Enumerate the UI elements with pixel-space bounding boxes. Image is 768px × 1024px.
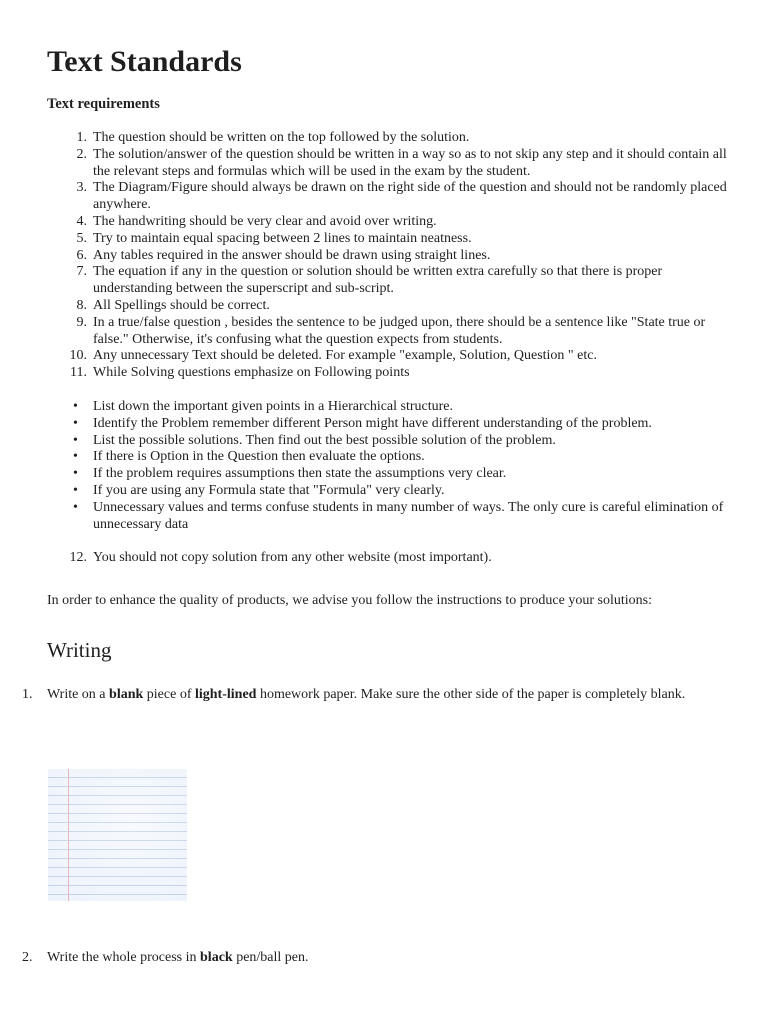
bullet-item	[47, 433, 727, 450]
page-title: Text Standards	[47, 45, 242, 78]
item-text: The equation if any in the question or solution should be written extra carefully so that there is proper understanding between the superscript and sub-script.	[93, 264, 663, 297]
list-item	[47, 214, 727, 231]
item-number: 12.	[69, 550, 87, 565]
list-item	[47, 180, 727, 214]
requirements-list-continued	[47, 550, 727, 567]
list-item	[47, 231, 727, 248]
item-text: Write on a blank piece of light-lined homework paper. Make sure the other side of the paper is completely blank.	[47, 687, 686, 702]
writing-item-2	[22, 946, 722, 970]
lined-paper-image	[48, 769, 187, 901]
bullet-item	[47, 500, 727, 534]
item-number: 4.	[76, 213, 87, 229]
list-item	[47, 264, 727, 298]
bullet-text: List down the important given points in a Hierarchical structure.	[93, 399, 454, 414]
item-number: 8.	[76, 297, 87, 313]
emphasis-bullet-list	[47, 399, 727, 533]
bullet-text: If there is Option in the Question then evaluate the options.	[93, 449, 425, 465]
item-text: Any tables required in the answer should be drawn using straight lines.	[93, 247, 491, 263]
item-text: The solution/answer of the question should be written in a way so as to not skip any step and it should contain all the relevant steps and formulas which will be used in the exam by the student.	[93, 146, 727, 179]
item-text: Any unnecessary Text should be deleted. For example "example, Solution, Question " etc.	[93, 348, 597, 364]
list-item	[47, 315, 727, 349]
item-number: 10.	[69, 348, 87, 364]
bullet-icon: •	[73, 466, 78, 482]
bullet-text: If you are using any Formula state that "Formula" very clearly.	[93, 482, 445, 498]
list-item	[47, 130, 727, 147]
bullet-text: If the problem requires assumptions then state the assumptions very clear.	[93, 466, 507, 482]
bullet-icon: •	[73, 415, 78, 431]
item-text: The Diagram/Figure should always be drawn on the right side of the question and should not be randomly placed anywhere.	[93, 180, 727, 213]
bullet-item	[47, 449, 727, 466]
item-text: Try to maintain equal spacing between 2 lines to maintain neatness.	[93, 230, 472, 246]
item-text: Write the whole process in black pen/ball pen.	[47, 950, 309, 965]
list-item	[47, 298, 727, 315]
bullet-icon: •	[73, 399, 78, 414]
list-item	[47, 348, 727, 365]
bullet-icon: •	[73, 449, 78, 465]
list-item	[47, 550, 727, 567]
item-number: 3.	[76, 180, 87, 196]
bullet-text: Unnecessary values and terms confuse students in many number of ways. The only cure is careful elimination of unnecessary data	[93, 499, 724, 532]
bullet-item	[47, 399, 727, 416]
item-number: 5.	[76, 230, 87, 246]
item-number: 2.	[22, 950, 33, 965]
item-text: You should not copy solution from any other website (most important).	[93, 550, 492, 565]
item-number: 2.	[76, 146, 87, 162]
item-number: 9.	[76, 314, 87, 330]
item-number: 1.	[76, 130, 87, 145]
item-text: In a true/false question , besides the sentence to be judged upon, there should be a sentence like "State true or false." Otherwise, it's confusing what the question expects from students.	[93, 314, 706, 347]
list-item	[47, 147, 727, 181]
item-number: 6.	[76, 247, 87, 263]
requirements-list	[47, 130, 727, 382]
section-subheading: Text requirements	[47, 96, 160, 112]
item-text: While Solving questions emphasize on Following points	[93, 365, 410, 381]
bullet-item	[47, 466, 727, 483]
bullet-text: List the possible solutions. Then find out the best possible solution of the problem.	[93, 432, 556, 448]
item-text: All Spellings should be correct.	[93, 297, 270, 313]
list-item	[47, 365, 727, 382]
item-number: 1.	[22, 687, 33, 702]
bullet-item	[47, 416, 727, 433]
intro-paragraph: In order to enhance the quality of products, we advise you follow the instructions to produce your solutions:	[47, 593, 652, 608]
item-number: 11.	[70, 365, 87, 381]
item-text: The handwriting should be very clear and avoid over writing.	[93, 213, 437, 229]
item-text: The question should be written on the top followed by the solution.	[93, 130, 470, 145]
bullet-text: Identify the Problem remember different Person might have different understanding of the problem.	[93, 415, 652, 431]
bullet-icon: •	[73, 499, 78, 515]
bullet-icon: •	[73, 482, 78, 498]
bullet-item	[47, 483, 727, 500]
item-number: 7.	[76, 264, 87, 280]
writing-heading: Writing	[47, 638, 112, 662]
list-item	[47, 248, 727, 265]
writing-item-1	[22, 683, 722, 707]
bullet-icon: •	[73, 432, 78, 448]
paper-shading	[48, 769, 187, 901]
